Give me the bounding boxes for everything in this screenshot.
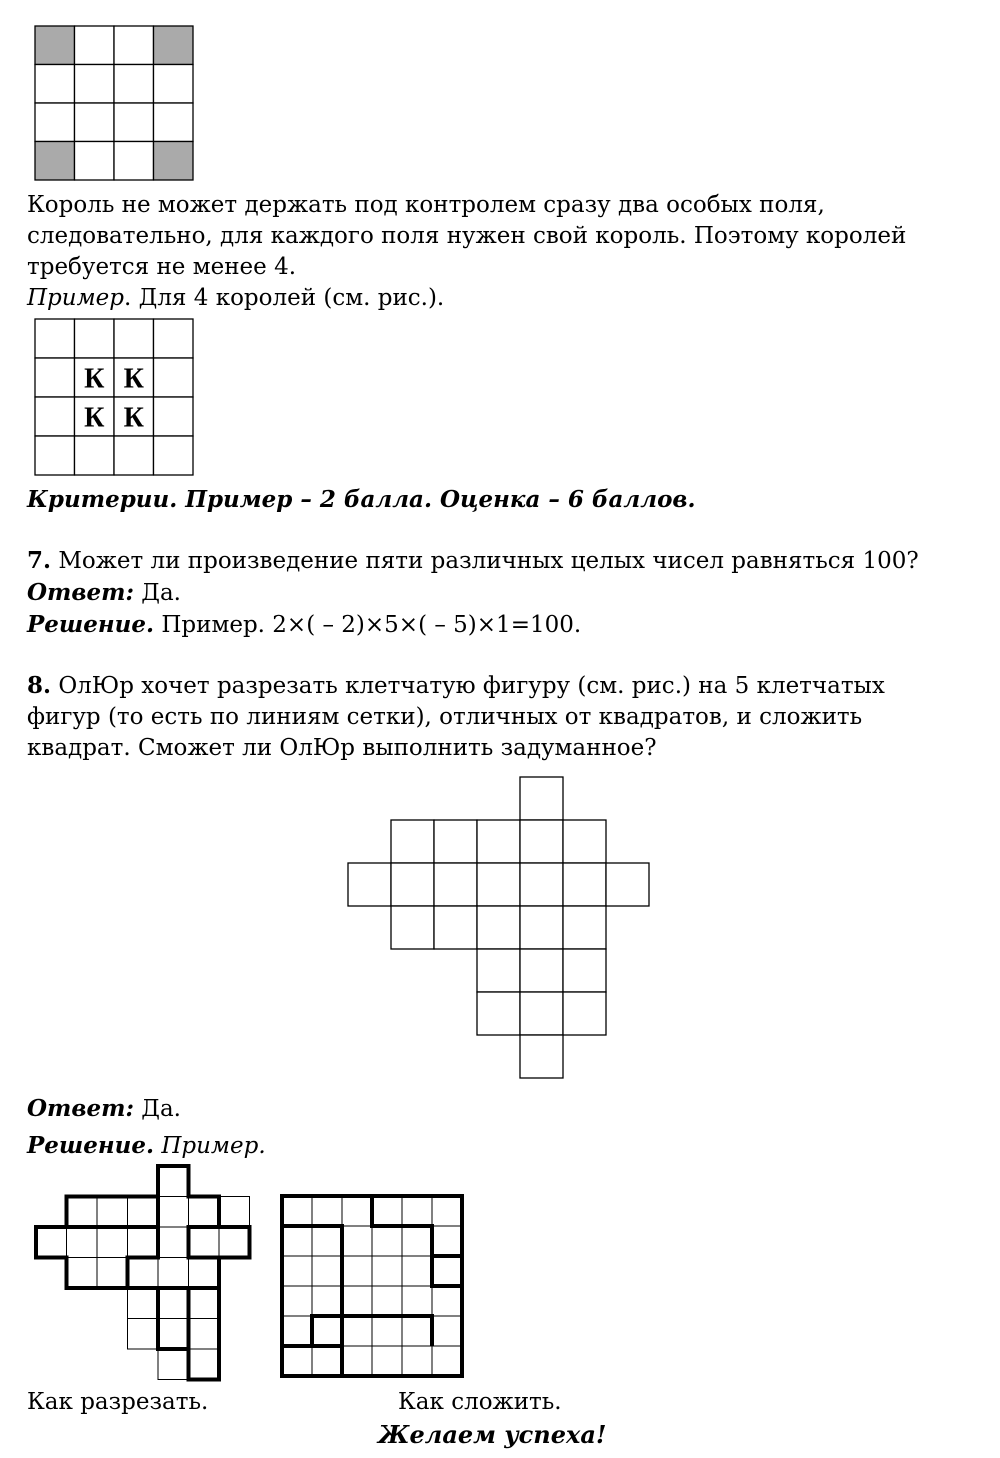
grid-cell [35, 103, 75, 142]
figure-cell [189, 1258, 220, 1289]
square-cell [342, 1286, 372, 1316]
grid-cell [114, 26, 154, 65]
special-cell [35, 26, 75, 65]
grid-cell [154, 319, 194, 358]
grid-cell [114, 65, 154, 104]
grid-cell [75, 142, 115, 181]
king-text-line-2: следовательно, для каждого поля нужен свой король. Поэтому королей [27, 223, 907, 249]
figure-cell [67, 1258, 98, 1289]
closing-text: Желаем успеха! [378, 1420, 607, 1449]
king-label: К [84, 402, 105, 434]
figure-cell [158, 1349, 189, 1380]
q8-solution-label: Решение. [27, 1132, 155, 1159]
figure-cell [520, 777, 563, 820]
square-cell [432, 1346, 462, 1376]
square-cell [402, 1196, 432, 1226]
q7-question [27, 546, 919, 576]
square-cell [402, 1226, 432, 1256]
square-cell [372, 1286, 402, 1316]
grid-cell [154, 358, 194, 397]
figure-cell [434, 863, 477, 906]
figure-cell [97, 1258, 128, 1289]
king-text-line-3: требуется не менее 4. [27, 254, 297, 280]
cut-figure [34, 1164, 254, 1382]
example-label: Пример [27, 285, 124, 311]
square-cell [372, 1316, 402, 1346]
q8-solution [27, 1131, 266, 1161]
grid-cell [75, 103, 115, 142]
figure-cell [219, 1227, 250, 1258]
square-cell [402, 1256, 432, 1286]
figure-cell [520, 992, 563, 1035]
figure-cell [158, 1166, 189, 1197]
grid-cell [75, 26, 115, 65]
caption-cut: Как разрезать. [27, 1389, 209, 1415]
square-cell [402, 1316, 432, 1346]
grid-figure [347, 776, 650, 1079]
square-cell [312, 1286, 342, 1316]
q7-solution-label: Решение. [27, 611, 155, 638]
special-cell [35, 142, 75, 181]
figure-cell [158, 1288, 189, 1319]
square-cell [372, 1196, 402, 1226]
q8-text-1: ОлЮр хочет разрезать клетчатую фигуру (см. рис.) на 5 клетчатых [51, 673, 885, 699]
figure-cell [189, 1227, 220, 1258]
figure-cell [189, 1197, 220, 1228]
square-cell [342, 1196, 372, 1226]
caption-assemble: Как сложить. [398, 1389, 562, 1415]
assembled-square [280, 1194, 464, 1378]
figure-cell [477, 949, 520, 992]
figure-cell [391, 820, 434, 863]
q7-solution [27, 610, 581, 640]
grid-cell [35, 319, 75, 358]
q8-answer-label: Ответ: [27, 1095, 134, 1122]
figure-cell [563, 906, 606, 949]
square-cell [342, 1346, 372, 1376]
figure-cell [36, 1227, 67, 1258]
grid-cell [75, 65, 115, 104]
q8-answer-value: Да. [133, 1096, 181, 1122]
figure-cell [189, 1319, 220, 1350]
square-cell [282, 1346, 312, 1376]
grid-cell [114, 142, 154, 181]
figure-cell [128, 1319, 159, 1350]
figure-cell [128, 1197, 159, 1228]
king-label: К [84, 363, 105, 395]
q7-number: 7. [27, 547, 52, 574]
square-cell [432, 1226, 462, 1256]
figure-cell [477, 906, 520, 949]
square-cell [372, 1256, 402, 1286]
figure-cell [128, 1288, 159, 1319]
figure-cell [477, 863, 520, 906]
square-cell [282, 1196, 312, 1226]
grid-cell [114, 103, 154, 142]
square-cell [312, 1256, 342, 1286]
square-cell [342, 1316, 372, 1346]
grid-cell [75, 436, 115, 475]
q7-answer-value: Да. [133, 580, 181, 606]
grid-kings [34, 318, 194, 476]
criteria-line: Критерии. Пример – 2 балла. Оценка – 6 баллов. [27, 486, 696, 513]
example-line [27, 283, 444, 313]
square-cell [432, 1196, 462, 1226]
grid-cell [154, 65, 194, 104]
figure-cell [434, 820, 477, 863]
grid-cell [35, 436, 75, 475]
figure-cell [348, 863, 391, 906]
square-cell [372, 1346, 402, 1376]
square-cell [432, 1286, 462, 1316]
figure-cell [520, 1035, 563, 1078]
figure-cell [520, 863, 563, 906]
square-cell [282, 1316, 312, 1346]
grid-special-cells [34, 25, 194, 182]
figure-cell [189, 1288, 220, 1319]
square-cell [312, 1346, 342, 1376]
q7-answer [27, 578, 181, 608]
figure-cell [563, 863, 606, 906]
figure-cell [158, 1258, 189, 1289]
figure-cell [97, 1197, 128, 1228]
square-cell [282, 1256, 312, 1286]
square-cell [312, 1196, 342, 1226]
square-cell [342, 1226, 372, 1256]
square-cell [282, 1226, 312, 1256]
figure-cell [128, 1258, 159, 1289]
square-cell [312, 1316, 342, 1346]
figure-cell [128, 1227, 159, 1258]
q8-line-1 [27, 671, 885, 701]
figure-cell [67, 1197, 98, 1228]
q8-number: 8. [27, 672, 52, 699]
king-label: К [123, 363, 144, 395]
square-cell [342, 1256, 372, 1286]
square-cell [312, 1226, 342, 1256]
figure-cell [563, 949, 606, 992]
king-text-line-1: Король не может держать под контролем сразу два особых поля, [27, 192, 825, 218]
figure-cell [606, 863, 649, 906]
square-cell [282, 1286, 312, 1316]
square-cell [372, 1226, 402, 1256]
grid-cell [114, 436, 154, 475]
grid-cell [114, 319, 154, 358]
q7-text: Может ли произведение пяти различных целых чисел равняться 100? [51, 548, 919, 574]
figure-cell [391, 863, 434, 906]
figure-cell [158, 1319, 189, 1350]
figure-cell [520, 820, 563, 863]
square-cell [432, 1316, 462, 1346]
q8-answer [27, 1094, 181, 1124]
figure-cell [391, 906, 434, 949]
grid-cell [35, 65, 75, 104]
q7-answer-label: Ответ: [27, 579, 134, 606]
square-cell [402, 1346, 432, 1376]
figure-cell [434, 906, 477, 949]
special-cell [154, 142, 194, 181]
figure-cell [520, 906, 563, 949]
figure-cell [563, 992, 606, 1035]
figure-cell [563, 820, 606, 863]
q8-solution-example: Пример. [154, 1133, 266, 1159]
figure-cell [97, 1227, 128, 1258]
q7-solution-text: Пример. 2×( – 2)×5×( – 5)×1=100. [154, 612, 582, 638]
figure-cell [520, 949, 563, 992]
figure-cell [158, 1197, 189, 1228]
figure-cell [67, 1227, 98, 1258]
q8-line-3: квадрат. Сможет ли ОлЮр выполнить задуманное? [27, 735, 657, 761]
q8-line-2: фигур (то есть по линиям сетки), отличных от квадратов, и сложить [27, 704, 863, 730]
square-cell [432, 1256, 462, 1286]
figure-cell [477, 992, 520, 1035]
king-label: К [123, 402, 144, 434]
grid-cell [154, 436, 194, 475]
example-text: . Для 4 королей (см. рис.). [124, 285, 445, 311]
special-cell [154, 26, 194, 65]
square-cell [402, 1286, 432, 1316]
figure-cell [477, 820, 520, 863]
grid-cell [154, 397, 194, 436]
grid-cell [35, 358, 75, 397]
figure-cell [219, 1197, 250, 1228]
figure-cell [158, 1227, 189, 1258]
grid-cell [35, 397, 75, 436]
grid-cell [154, 103, 194, 142]
grid-cell [75, 319, 115, 358]
